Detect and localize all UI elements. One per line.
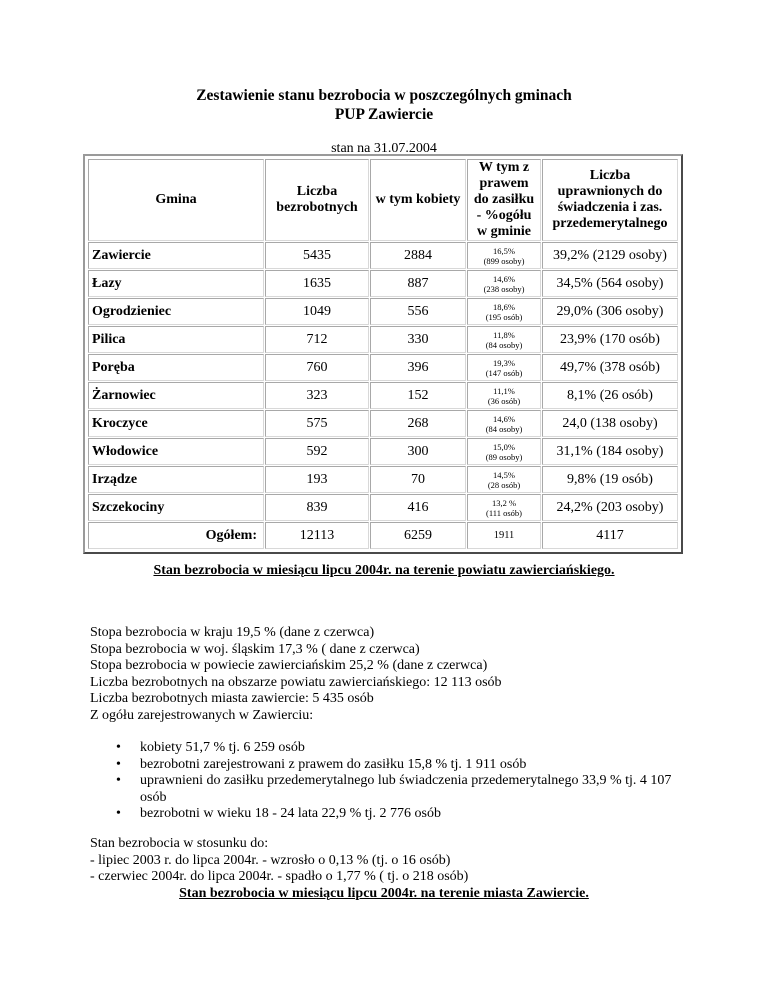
cell-zasilek-pct: 16,5% — [493, 245, 515, 256]
cell-uprawnieni: 39,2% (2129 osoby) — [542, 242, 678, 269]
cell-zasilek — [467, 494, 541, 521]
cell-liczba: 712 — [265, 326, 369, 353]
cell-liczba: 1049 — [265, 298, 369, 325]
table-row — [88, 382, 678, 409]
table-row — [88, 354, 678, 381]
header-gmina: Gmina — [88, 159, 264, 241]
cell-zasilek-osoby: (36 osób) — [487, 395, 521, 406]
cell-zasilek — [467, 438, 541, 465]
cell-zasilek-osoby: (899 osoby) — [483, 255, 525, 266]
total-zasilek: 1911 — [467, 522, 541, 549]
list-item: • kobiety 51,7 % tj. 6 259 osób — [90, 740, 690, 757]
cell-zasilek — [467, 326, 541, 353]
total-liczba: 12113 — [265, 522, 369, 549]
cell-liczba: 575 — [265, 410, 369, 437]
cell-liczba: 1635 — [265, 270, 369, 297]
table-row — [88, 410, 678, 437]
cell-zasilek-pct: 13,2 % — [491, 497, 517, 508]
cell-gmina: Zawiercie — [88, 242, 264, 269]
stat-line: Stopa bezrobocia w powiecie zawierciańskim 25,2 % (dane z czerwca) — [90, 658, 488, 673]
title-line-1: Zestawienie stanu bezrobocia w poszczególnych gminach — [196, 87, 572, 104]
table-row — [88, 326, 678, 353]
cell-zasilek — [467, 354, 541, 381]
cell-zasilek-osoby: (84 osoby) — [485, 339, 523, 350]
cell-uprawnieni: 24,2% (203 osoby) — [542, 494, 678, 521]
change-block — [90, 836, 690, 886]
section-heading-miasto: Stan bezrobocia w miesiącu lipcu 2004r. na terenie miasta Zawiercie. — [179, 886, 589, 901]
cell-uprawnieni: 49,7% (378 osób) — [542, 354, 678, 381]
table-total-row — [88, 522, 678, 549]
cell-gmina: Żarnowiec — [88, 382, 264, 409]
cell-gmina: Włodowice — [88, 438, 264, 465]
zawiercie-breakdown-list — [90, 740, 690, 823]
stat-line: Liczba bezrobotnych na obszarze powiatu zawierciańskiego: 12 113 osób — [90, 674, 502, 690]
change-line: - czerwiec 2004r. do lipca 2004r. - spadło o 1,77 % ( tj. o 218 osób) — [90, 869, 469, 884]
cell-kobiety: 416 — [370, 494, 466, 521]
cell-zasilek — [467, 382, 541, 409]
header-liczba: Liczba bezrobotnych — [265, 159, 369, 241]
table-row — [88, 494, 678, 521]
cell-uprawnieni: 34,5% (564 osoby) — [542, 270, 678, 297]
table-row — [88, 438, 678, 465]
table-row — [88, 242, 678, 269]
header-kobiety: w tym kobiety — [370, 159, 466, 241]
cell-gmina: Poręba — [88, 354, 264, 381]
cell-liczba: 5435 — [265, 242, 369, 269]
total-kobiety: 6259 — [370, 522, 466, 549]
cell-kobiety: 2884 — [370, 242, 466, 269]
cell-zasilek-pct: 14,5% — [493, 469, 515, 480]
cell-zasilek-pct: 15,0% — [493, 441, 515, 452]
unemployment-table — [83, 154, 683, 554]
cell-uprawnieni: 8,1% (26 osób) — [542, 382, 678, 409]
cell-zasilek-pct: 18,6% — [493, 301, 515, 312]
header-uprawnieni: Liczba uprawnionych do świadczenia i zas. przedemerytalnego — [542, 159, 678, 241]
cell-kobiety: 152 — [370, 382, 466, 409]
total-uprawnieni: 4117 — [542, 522, 678, 549]
stat-line: Z ogółu zarejestrowanych w Zawierciu: — [90, 707, 314, 723]
cell-zasilek-pct: 14,6% — [493, 273, 515, 284]
cell-gmina: Łazy — [88, 270, 264, 297]
cell-zasilek-osoby: (84 osoby) — [485, 423, 523, 434]
cell-liczba: 760 — [265, 354, 369, 381]
cell-gmina: Irządze — [88, 466, 264, 493]
list-item: • bezrobotni w wieku 18 - 24 lata 22,9 % tj. 2 776 osób — [90, 806, 690, 823]
cell-zasilek-pct: 19,3% — [493, 357, 515, 368]
cell-kobiety: 300 — [370, 438, 466, 465]
cell-zasilek-osoby: (89 osoby) — [485, 451, 523, 462]
cell-kobiety: 70 — [370, 466, 466, 493]
cell-zasilek — [467, 410, 541, 437]
cell-zasilek-osoby: (195 osób) — [485, 311, 523, 322]
cell-zasilek-osoby: (238 osoby) — [483, 283, 525, 294]
document-title — [0, 86, 768, 124]
table-row — [88, 466, 678, 493]
cell-kobiety: 396 — [370, 354, 466, 381]
change-line: - lipiec 2003 r. do lipca 2004r. - wzrosło o 0,13 % (tj. o 16 osób) — [90, 852, 451, 868]
cell-zasilek-pct: 11,1% — [493, 385, 515, 396]
cell-liczba: 592 — [265, 438, 369, 465]
cell-zasilek-pct: 14,6% — [493, 413, 515, 424]
stats-block — [90, 625, 690, 724]
cell-zasilek-pct: 11,8% — [493, 329, 515, 340]
total-label: Ogółem: — [88, 522, 264, 549]
cell-uprawnieni: 31,1% (184 osoby) — [542, 438, 678, 465]
cell-liczba: 323 — [265, 382, 369, 409]
table-row — [88, 270, 678, 297]
cell-gmina: Pilica — [88, 326, 264, 353]
stat-line: Stopa bezrobocia w woj. śląskim 17,3 % ( dane z czerwca) — [90, 641, 420, 657]
cell-uprawnieni: 23,9% (170 osób) — [542, 326, 678, 353]
cell-zasilek — [467, 298, 541, 325]
cell-uprawnieni: 24,0 (138 osoby) — [542, 410, 678, 437]
list-item: • uprawnieni do zasiłku przedemerytalnego lub świadczenia przedemerytalnego 33,9 % tj. 4 107 osób — [90, 773, 675, 806]
cell-liczba: 839 — [265, 494, 369, 521]
cell-kobiety: 556 — [370, 298, 466, 325]
header-zasilek: W tym z prawem do zasiłku - %ogółu w gminie — [467, 159, 541, 241]
cell-zasilek — [467, 466, 541, 493]
list-item: • bezrobotni zarejestrowani z prawem do zasiłku 15,8 % tj. 1 911 osób — [90, 757, 690, 774]
cell-kobiety: 268 — [370, 410, 466, 437]
cell-zasilek — [467, 270, 541, 297]
cell-zasilek — [467, 242, 541, 269]
section-heading-powiat: Stan bezrobocia w miesiącu lipcu 2004r. na terenie powiatu zawierciańskiego. — [153, 563, 615, 578]
cell-uprawnieni: 29,0% (306 osoby) — [542, 298, 678, 325]
stat-line: Liczba bezrobotnych miasta zawiercie: 5 435 osób — [90, 691, 374, 706]
title-line-2: PUP Zawiercie — [334, 106, 434, 123]
cell-zasilek-osoby: (28 osób) — [487, 479, 521, 490]
table-row — [88, 298, 678, 325]
cell-uprawnieni: 9,8% (19 osób) — [542, 466, 678, 493]
cell-kobiety: 887 — [370, 270, 466, 297]
cell-gmina: Szczekociny — [88, 494, 264, 521]
cell-kobiety: 330 — [370, 326, 466, 353]
cell-zasilek-osoby: (147 osób) — [485, 367, 523, 378]
cell-liczba: 193 — [265, 466, 369, 493]
cell-gmina: Kroczyce — [88, 410, 264, 437]
change-intro: Stan bezrobocia w stosunku do: — [90, 836, 269, 851]
cell-zasilek-osoby: (111 osób) — [486, 507, 522, 518]
report-date: stan na 31.07.2004 — [331, 141, 437, 156]
stat-line: Stopa bezrobocia w kraju 19,5 % (dane z czerwca) — [90, 625, 375, 640]
cell-gmina: Ogrodzieniec — [88, 298, 264, 325]
table-header-row — [88, 159, 678, 241]
